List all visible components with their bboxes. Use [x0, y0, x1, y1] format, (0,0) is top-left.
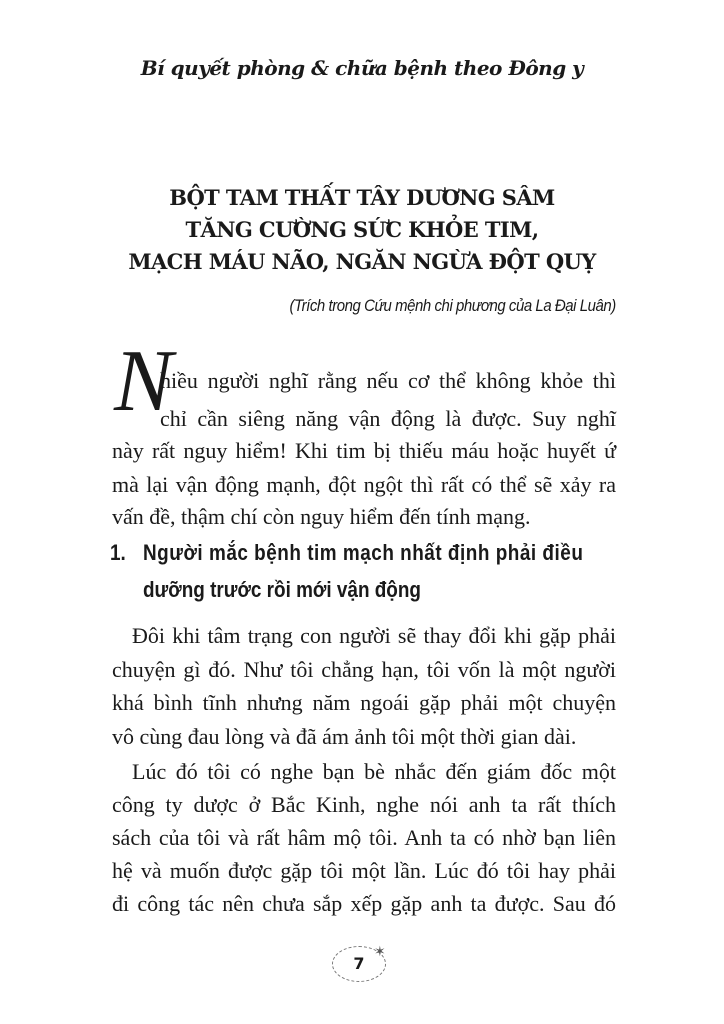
chapter-title-line-1: BỘT TAM THẤT TÂY DƯƠNG SÂM [169, 185, 555, 210]
source-attribution: (Trích trong Cứu mệnh chi phương của La Đại Luân) [289, 296, 616, 315]
text-line: công ty dược ở Bắc Kinh, nghe nói anh ta rất thích [112, 792, 616, 817]
text-line: sách của tôi và rất hâm mộ tôi. Anh ta có nhờ bạn liên [112, 825, 616, 850]
text-line: hiều người nghĩ rằng nếu cơ thể không khỏe thì [160, 368, 616, 393]
section-heading-line-1: Người mắc bệnh tim mạch nhất định phải điều [143, 540, 584, 565]
text-line: vô cùng đau lòng và đã ám ảnh tôi một thời gian dài. [112, 724, 577, 749]
text-line: vấn đề, thậm chí còn nguy hiểm đến tính mạng. [112, 504, 531, 529]
chapter-title-line-3: MẠCH MÁU NÃO, NGĂN NGỪA ĐỘT QUỴ [128, 249, 596, 274]
running-header: Bí quyết phòng & chữa bệnh theo Đông y [140, 56, 584, 80]
section-heading-line-2: dưỡng trước rồi mới vận động [143, 577, 421, 602]
drop-cap: N [114, 333, 173, 430]
section-number: 1. [110, 540, 126, 565]
text-line: Lúc đó tôi có nghe bạn bè nhắc đến giám đốc một [132, 759, 616, 784]
text-line: chỉ cần siêng năng vận động là được. Suy nghĩ [160, 406, 616, 431]
text-line: khá bình tĩnh nhưng năm ngoái gặp phải một chuyện [112, 690, 616, 715]
text-line: chuyện gì đó. Như tôi chẳng hạn, tôi vốn là một người [112, 657, 616, 682]
text-line: này rất nguy hiểm! Khi tim bị thiếu máu hoặc huyết ứ [112, 438, 616, 463]
star-ornament-icon: ✶ [374, 945, 386, 960]
page-number: 7 [332, 946, 386, 982]
text-line: đi công tác nên chưa sắp xếp gặp anh ta được. Sau đó [112, 891, 616, 916]
text-line: mà lại vận động mạnh, đột ngột thì rất có thể sẽ xảy ra [112, 472, 616, 497]
text-line: Đôi khi tâm trạng con người sẽ thay đổi khi gặp phải [132, 623, 616, 648]
chapter-title-line-2: TĂNG CƯỜNG SỨC KHỎE TIM, [185, 217, 539, 242]
text-line: hệ và muốn được gặp tôi một lần. Lúc đó tôi hay phải [112, 858, 616, 883]
